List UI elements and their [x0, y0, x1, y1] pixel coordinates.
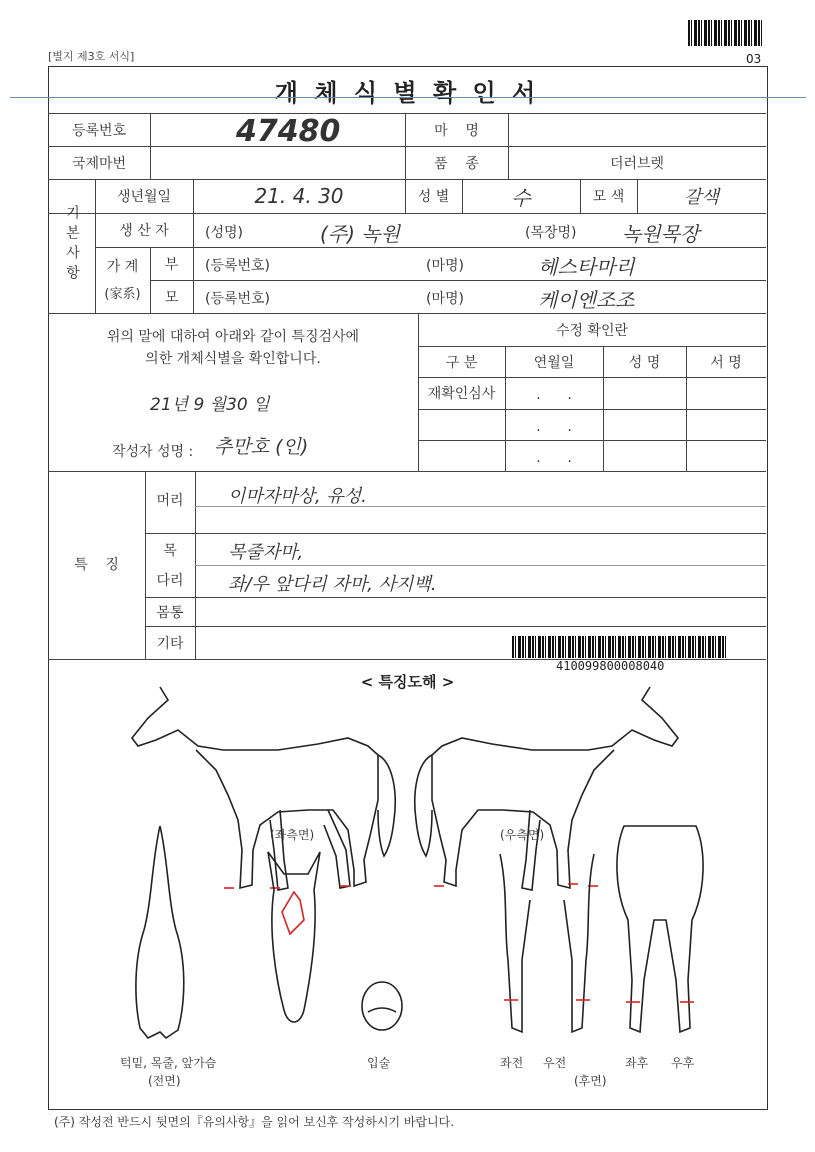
writer-label: 작성자 성명 :	[112, 444, 194, 460]
breed-value[interactable]: 더러브렛	[609, 155, 665, 172]
intl-no-value[interactable]	[150, 146, 405, 179]
hind-right-caption: 우후	[671, 1056, 695, 1070]
form-label: [별지 제3호 서식]	[48, 50, 135, 63]
sire-label: 부	[164, 256, 179, 273]
revision-row1-label: 재확인심사	[427, 386, 496, 402]
barcode-number: 410099800008040	[556, 659, 665, 673]
lineage-label: 가 계	[106, 259, 139, 275]
revision-title: 수정 확인란	[555, 322, 629, 339]
head-value[interactable]: 이마자마상, 유성.	[228, 486, 367, 507]
features-section-label: 특 징	[74, 557, 119, 573]
head-label: 머리	[156, 493, 184, 509]
right-side-caption: (우측면)	[500, 828, 545, 842]
muzzle-view	[362, 982, 402, 1030]
farm-sub: (목장명)	[525, 225, 577, 241]
muzzle-caption: 입술	[367, 1056, 391, 1070]
page-number: 03	[746, 52, 762, 66]
reg-no-label: 등록번호	[71, 122, 127, 139]
horse-name-label: 마 명	[434, 122, 479, 139]
front-left-caption: 좌전	[500, 1056, 524, 1070]
leg-label: 다리	[156, 573, 184, 589]
dam-reg-sub: (등록번호)	[205, 291, 271, 307]
chest-caption: 턱밑, 목줄, 앞가슴	[120, 1056, 217, 1070]
color-label: 모 색	[592, 189, 625, 205]
sex-value[interactable]: 수	[511, 185, 531, 210]
birth-label: 생년월일	[116, 189, 172, 205]
etc-label: 기타	[156, 636, 184, 652]
footer-note: (주) 작성전 반드시 뒷면의『유의사항』을 읽어 보신후 작성하시기 바랍니다.	[54, 1115, 455, 1129]
intl-no-label: 국제마번	[71, 155, 127, 172]
dam-horse-sub: (마명)	[426, 291, 464, 307]
farm-value[interactable]: 녹원목장	[622, 222, 700, 246]
front-right-caption: 우전	[543, 1056, 567, 1070]
body-label: 몸통	[156, 605, 184, 621]
revision-col-sign: 서 명	[710, 354, 742, 371]
rear-view	[617, 826, 703, 1032]
sample-barcode	[512, 636, 726, 658]
confirm-date[interactable]: 21년 9 월30 일	[150, 395, 270, 415]
neck-value[interactable]: 목줄자마,	[228, 542, 304, 563]
face-view	[268, 852, 320, 1022]
sire-reg-sub: (등록번호)	[205, 258, 271, 274]
revision-row2-date[interactable]: . .	[536, 418, 572, 435]
revision-col-type: 구 분	[445, 354, 478, 371]
rear-caption: (후면)	[574, 1074, 607, 1088]
breed-label: 품 종	[434, 155, 479, 172]
horse-diagram	[48, 660, 766, 1108]
basic-section-label: 기본사항	[64, 205, 80, 285]
reg-no-value[interactable]: 47480	[236, 114, 341, 149]
chest-view	[136, 826, 184, 1038]
left-side-horse	[132, 687, 395, 890]
title-rule	[10, 97, 806, 98]
producer-name-sub: (성명)	[205, 225, 243, 241]
front-caption: (전면)	[148, 1074, 181, 1088]
top-barcode	[688, 20, 762, 46]
revision-col-date: 연월일	[533, 354, 575, 371]
color-value[interactable]: 갈색	[684, 187, 719, 208]
confirm-line-2: 의한 개체식별을 확인합니다.	[145, 351, 321, 367]
producer-label: 생 산 자	[119, 223, 169, 239]
neck-label: 목	[163, 543, 177, 559]
sire-value[interactable]: 헤스타마리	[538, 255, 635, 279]
sex-label: 성 별	[417, 189, 450, 205]
sire-horse-sub: (마명)	[426, 258, 464, 274]
right-side-horse	[415, 687, 678, 890]
writer-value[interactable]: 추만호 (인)	[214, 436, 309, 458]
dam-value[interactable]: 케이엔조조	[538, 288, 635, 312]
left-side-caption: (좌측면)	[270, 828, 315, 842]
front-legs-view	[500, 854, 594, 1032]
birth-value[interactable]: 21. 4. 30	[254, 184, 344, 208]
leg-value[interactable]: 좌/우 앞다리 자마, 사지백.	[228, 574, 437, 595]
revision-col-name: 성 명	[628, 354, 661, 371]
lineage-sub: (家系)	[104, 286, 141, 302]
confirm-line-1: 위의 말에 대하여 아래와 같이 특징검사에	[106, 329, 360, 345]
revision-row1-date[interactable]: . .	[536, 387, 572, 403]
diagram-title: < 특징도해 >	[360, 672, 455, 691]
producer-value[interactable]: (주) 녹원	[320, 222, 400, 246]
horse-name-value[interactable]	[508, 113, 766, 146]
dam-label: 모	[164, 289, 179, 306]
page-title: 개 체 식 별 확 인 서	[274, 78, 540, 107]
revision-row3-date[interactable]: . .	[536, 449, 572, 466]
hind-left-caption: 좌후	[625, 1056, 649, 1070]
